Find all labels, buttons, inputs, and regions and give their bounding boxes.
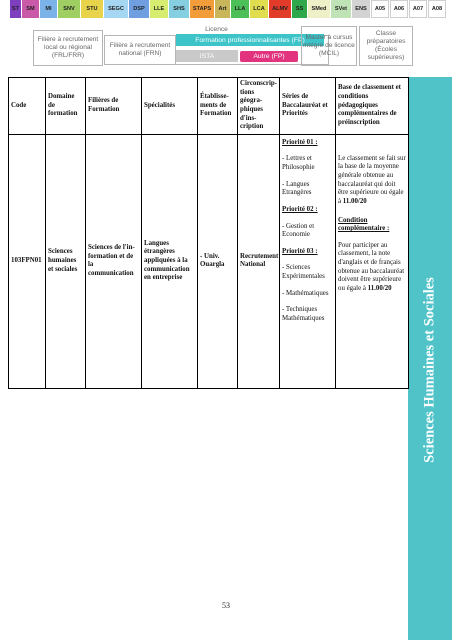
- page-number: 53: [222, 601, 230, 610]
- cell-circonscription: Recrutement National: [238, 134, 280, 388]
- priorite-3-title: Priorité 03 :: [282, 247, 318, 255]
- cell-etablissement: - Univ. Ouargla: [198, 134, 238, 388]
- header-series: Séries de Baccalauréat et Priorités: [280, 78, 336, 135]
- category-tab-lle[interactable]: LLE: [150, 0, 168, 18]
- side-banner: [408, 77, 452, 640]
- ista-badge: ISTA: [176, 50, 238, 62]
- category-tab-dsp[interactable]: DSP: [129, 0, 149, 18]
- classes-label: Classe préparatoires (Écoles supérieures): [366, 29, 406, 62]
- condition-text: Pour participer au classement, la note d'anglais et de français obtenue au baccalauréat doivent être supérieure ou égale à: [338, 241, 405, 292]
- priorite-3-item: - Techniques Mathématiques: [282, 306, 325, 322]
- frn-box: [104, 36, 176, 65]
- category-tab-stu[interactable]: STU: [81, 0, 103, 18]
- cell-specialite: Langues étrangères appliquées à la communication en entreprise: [142, 134, 198, 388]
- category-tab-a05[interactable]: A05: [371, 0, 389, 18]
- category-tab-segc[interactable]: SEGC: [104, 0, 128, 18]
- category-tab-lca[interactable]: LCA: [250, 0, 268, 18]
- formation-table: [8, 77, 409, 389]
- category-tab-sm[interactable]: SM: [22, 0, 39, 18]
- category-tab-a07[interactable]: A07: [409, 0, 427, 18]
- header-domaine: Domaine de formation: [46, 78, 86, 135]
- side-banner-label: Sciences Humaines et Sociales: [421, 276, 438, 463]
- header-code: Code: [9, 78, 46, 135]
- condition-title: Condition complémentaire :: [338, 216, 390, 233]
- category-tab-st[interactable]: ST: [10, 0, 21, 18]
- cell-base: [336, 134, 409, 388]
- classement-value: 11.00/20: [342, 197, 367, 205]
- condition-value: 11.00/20: [367, 284, 392, 292]
- category-tab-a06[interactable]: A06: [390, 0, 408, 18]
- category-tab-svet[interactable]: SVet: [331, 0, 351, 18]
- table-row: [9, 134, 409, 388]
- priorite-1-title: Priorité 01 :: [282, 138, 318, 146]
- category-tab-ss[interactable]: SS: [292, 0, 307, 18]
- priorite-3-item: - Sciences Expérimentales: [282, 264, 325, 280]
- cell-filiere: Sciences de l'in-formation et de la communication: [86, 134, 142, 388]
- category-tab-art[interactable]: Art: [215, 0, 230, 18]
- frn-label: Filière à recrutement national (FRN): [109, 41, 171, 57]
- condition-block: [338, 242, 406, 294]
- category-tab-snv[interactable]: SNV: [58, 0, 80, 18]
- cell-domaine: Sciences humaines et sociales: [46, 134, 86, 388]
- category-strip: [10, 0, 446, 18]
- header-circonscriptions: Circonscrip-tions géogra-phiques d'ins-cription: [238, 78, 280, 135]
- priorite-2-title: Priorité 02 :: [282, 205, 318, 213]
- priorite-1-item: - Lettres et Philosophie: [282, 155, 315, 171]
- header-etablissements: Établisse-ments de Formation: [198, 78, 238, 135]
- mcil-box: [301, 26, 357, 66]
- header-specialites: Spécialités: [142, 78, 198, 135]
- category-tab-shs[interactable]: SHS: [169, 0, 189, 18]
- category-tab-almv[interactable]: ALMV: [269, 0, 291, 18]
- category-tab-a08[interactable]: A08: [428, 0, 446, 18]
- header-filieres: Filières de Formation: [86, 78, 142, 135]
- category-tab-staps[interactable]: STAPS: [190, 0, 214, 18]
- priorite-2-item: - Gestion et Economie: [282, 222, 315, 239]
- cell-series: [280, 134, 336, 388]
- priorite-3-item: - Mathématiques: [282, 289, 329, 297]
- classement-block: [338, 155, 406, 207]
- classement-text: Le classement se fait sur la base de la moyenne générale obtenue au baccalauréat qui doit être supérieure ou égale à: [338, 154, 406, 205]
- cell-code: 103FPN01: [9, 134, 46, 388]
- classes-box: [359, 26, 413, 66]
- category-tab-ens[interactable]: ENS: [352, 0, 370, 18]
- table-header-row: [9, 78, 409, 135]
- priorite-1-item: - Langues Etrangères: [282, 180, 312, 197]
- category-tab-lla[interactable]: LLA: [231, 0, 249, 18]
- category-tab-mi[interactable]: MI: [40, 0, 57, 18]
- frl-box: [33, 30, 103, 66]
- mcil-label: Master à cursus intégré de licence (MCIL): [303, 33, 355, 58]
- fp-badge: Formation professionnalisantes (FP): [176, 34, 324, 46]
- autre-badge: Autre (FP): [240, 51, 298, 62]
- header-base: Base de classement et conditions pédagogiques complémentaires de préinscription: [336, 78, 409, 135]
- frl-label: Filière à recrutement local ou régional (FRL/FRR): [37, 35, 99, 60]
- licence-title: Licence: [205, 26, 228, 33]
- category-tab-smed[interactable]: SMed: [308, 0, 330, 18]
